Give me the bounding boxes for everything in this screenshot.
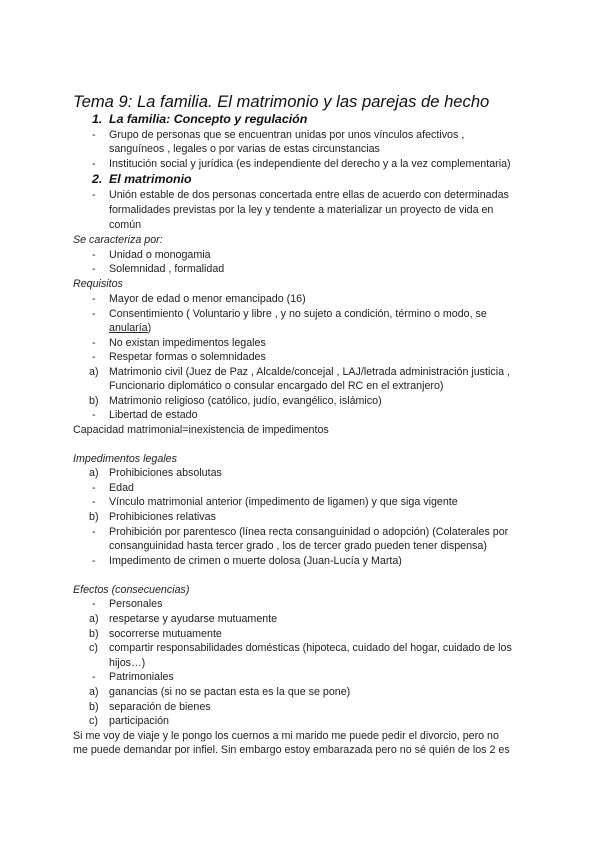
requisito-2-close-paren: ) — [147, 322, 152, 334]
caracteriza-item: Unidad o monogamia — [109, 249, 211, 261]
list-marker-b: b) — [89, 628, 99, 640]
bullet-dash: - — [92, 263, 96, 275]
requisito-a-line-2: Funcionario diplomático o consular encargado del RC en el extranjero) — [109, 380, 444, 392]
capacidad-line: Capacidad matrimonial=inexistencia de impedimentos — [73, 424, 329, 436]
s2-bullet-1-line-1: Unión estable de dos personas concertada entre ellas de acuerdo con determinadas — [109, 189, 509, 201]
list-marker-b: b) — [89, 395, 99, 407]
list-marker-a: a) — [89, 467, 99, 479]
list-marker-a: a) — [89, 613, 99, 625]
bullet-dash: - — [92, 158, 96, 170]
impedimento-b-1-line-2: consanguinidad hasta tercer grado , los de tercer grado pueden tener dispensa) — [109, 540, 487, 552]
bullet-dash: - — [92, 482, 96, 494]
impedimento-a: Prohibiciones absolutas — [109, 467, 222, 479]
section-1-heading: La familia: Concepto y regulación — [109, 112, 308, 126]
requisitos-label: Requisitos — [73, 278, 123, 290]
efecto-patrimonial-c: participación — [109, 715, 170, 727]
efecto-personal-a: respetarse y ayudarse mutuamente — [109, 613, 278, 625]
section-1-number: 1. — [92, 112, 103, 126]
section-2-number: 2. — [92, 172, 103, 186]
impedimento-b: Prohibiciones relativas — [109, 511, 216, 523]
efecto-patrimonial-b: separación de bienes — [109, 701, 211, 713]
efectos-patrimoniales: Patrimoniales — [109, 671, 174, 683]
bullet-dash: - — [92, 293, 96, 305]
list-marker-a: a) — [89, 366, 99, 378]
bullet-dash: - — [92, 351, 96, 363]
efectos-label: Efectos (consecuencias) — [73, 584, 190, 596]
requisito-2-line-1: Consentimiento ( Voluntario y libre , y no sujeto a condición, término o modo, se — [109, 308, 487, 320]
list-marker-b: b) — [89, 511, 99, 523]
impedimentos-label: Impedimentos legales — [73, 453, 177, 465]
efectos-personales: Personales — [109, 598, 163, 610]
requisito-1: Mayor de edad o menor emancipado (16) — [109, 293, 306, 305]
s2-bullet-1-line-3: común — [109, 219, 142, 231]
bullet-dash: - — [92, 249, 96, 261]
s2-bullet-1-line-2: formalidades previstas por la ley y tendente a materializar un proyecto de vida en — [109, 204, 494, 216]
efecto-personal-c-line-1: compartir responsabilidades domésticas (hipoteca, cuidado del hogar, cuidado de los — [109, 642, 512, 654]
bullet-dash: - — [92, 598, 96, 610]
bullet-dash: - — [92, 189, 96, 201]
closing-line-1: Si me voy de viaje y le pongo los cuernos a mi marido me puede pedir el divorcio, pero no — [73, 730, 499, 742]
bullet-dash: - — [92, 337, 96, 349]
s1-bullet-2: Institución social y jurídica (es independiente del derecho y a la vez complementaria) — [109, 158, 511, 170]
requisito-5: Libertad de estado — [109, 409, 198, 421]
bullet-dash: - — [92, 555, 96, 567]
impedimento-a-2: Vínculo matrimonial anterior (impedimento de ligamen) y que siga vigente — [109, 496, 458, 508]
efecto-patrimonial-a: ganancias (si no se pactan esta es la que se pone) — [109, 686, 351, 698]
bullet-dash: - — [92, 308, 96, 320]
bullet-dash: - — [92, 526, 96, 538]
page-title: Tema 9: La familia. El matrimonio y las parejas de hecho — [73, 92, 490, 111]
anularia-underlined: anularía — [109, 322, 148, 334]
requisito-b: Matrimonio religioso (católico, judío, evangélico, islámico) — [109, 395, 382, 407]
list-marker-a: a) — [89, 686, 99, 698]
impedimento-a-1: Edad — [109, 482, 134, 494]
section-2-heading: El matrimonio — [109, 172, 192, 186]
impedimento-b-2: Impedimento de crimen o muerte dolosa (Juan-Lucía y Marta) — [109, 555, 402, 567]
bullet-dash: - — [92, 671, 96, 683]
efecto-personal-b: socorrerse mutuamente — [109, 628, 222, 640]
caracteriza-label: Se caracteriza por: — [73, 234, 163, 246]
bullet-dash: - — [92, 409, 96, 421]
requisito-3: No existan impedimentos legales — [109, 337, 266, 349]
s1-bullet-1-line-1: Grupo de personas que se encuentran unidas por unos vínculos afectivos , — [109, 129, 465, 141]
caracteriza-item: Solemnidad , formalidad — [109, 263, 225, 275]
list-marker-c: c) — [89, 715, 98, 727]
requisito-4: Respetar formas o solemnidades — [109, 351, 266, 363]
bullet-dash: - — [92, 496, 96, 508]
closing-line-2: me puede demandar por infiel. Sin embargo estoy embarazada pero no sé quién de los 2 es — [73, 744, 510, 756]
list-marker-b: b) — [89, 701, 99, 713]
s1-bullet-1-line-2: sanguíneos , legales o por varias de estas circunstancias — [109, 143, 380, 155]
list-marker-c: c) — [89, 642, 98, 654]
impedimento-b-1-line-1: Prohibición por parentesco (línea recta consanguinidad o adopción) (Colaterales por — [109, 526, 509, 538]
requisito-a-line-1: Matrimonio civil (Juez de Paz , Alcalde/concejal , LAJ/letrada administración justicia , — [109, 366, 510, 378]
bullet-dash: - — [92, 129, 96, 141]
efecto-personal-c-line-2: hijos…) — [109, 657, 146, 669]
requisito-2-line-2 — [109, 321, 151, 335]
